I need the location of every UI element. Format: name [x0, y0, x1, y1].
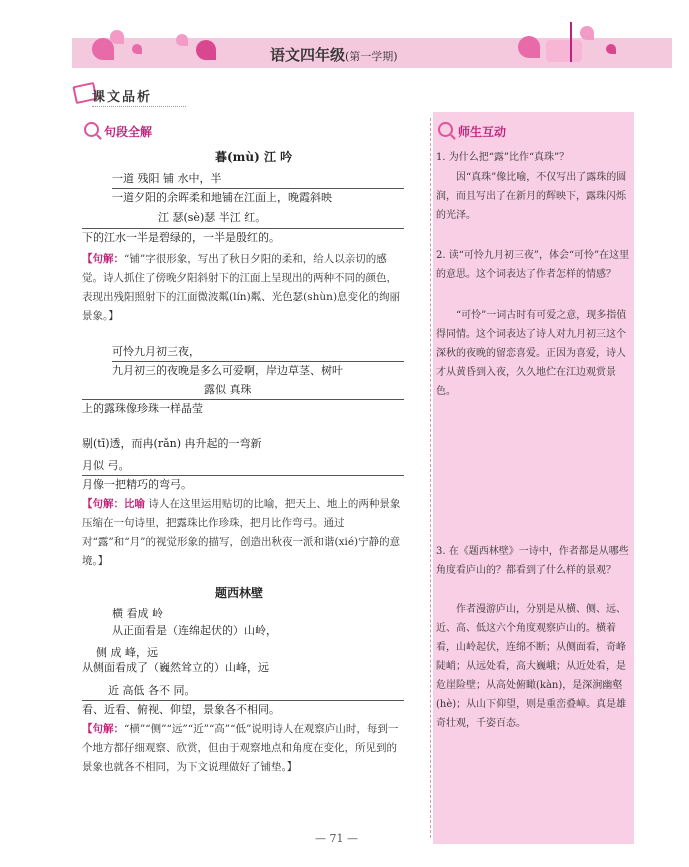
- poem-line-keywords: 可怜九月初三夜，: [112, 345, 200, 358]
- poem-title: 题西林壁: [215, 586, 264, 600]
- poem-line-keywords: 横 看成 岭: [112, 607, 163, 620]
- book-title: 语文四年级(第一学期): [270, 46, 398, 64]
- answer: 因“真珠”像比喻，不仅写出了露珠的圆润，而且写出了在新月的辉映下，露珠闪烁的光泽。: [436, 172, 627, 221]
- question: 1. 为什么把“露”比作“真珠”？: [436, 152, 570, 163]
- magnifier-icon: [84, 122, 99, 137]
- analysis-paragraph: 【句解：比喻 诗人在这里运用贴切的比喻，把天上、地上的两种景象压缩在一句诗里，把露珠比作珍珠，把月比作弯弓。通过对“露”和“月”的视觉形象的描写，创造出秋夜一派和谐(xié)宁静的意境。】: [82, 498, 401, 567]
- section-label-underline: [92, 106, 186, 107]
- question: 3. 在《题西林壁》一诗中，作者都是从哪些角度看庐山的？都看到了什么样的景观？: [436, 546, 629, 576]
- poem-line-keywords: 江 瑟(sè)瑟 半江 红。: [158, 211, 267, 224]
- answer: 作者漫游庐山，分别是从横、侧、远、近、高、低这六个角度观察庐山的。横着看，山岭起伏，连绵不断；从侧面看，奇峰陡峭；从远处看，高大巍峨；从近处看，是危崖险壁；从高处俯瞰(kàn)，是深涧幽壑(hè)；从山下仰望，则是重峦叠嶂。真是雄奇壮观，千姿百态。: [436, 604, 627, 729]
- poem-title: 暮(mù) 江 吟: [215, 150, 293, 164]
- left-heading: 句段全解: [104, 125, 153, 139]
- rule: [82, 228, 404, 229]
- poem-line-gloss: 剔(tī)透，而冉(rǎn) 冉升起的一弯新: [82, 437, 262, 450]
- poem-line-keywords: 露似 真珠: [204, 383, 252, 396]
- question: 2. 读“可怜九月初三夜”，体会“可怜”在这里的意思。这个词表达了作者怎样的情感？: [436, 250, 630, 280]
- poem-line-gloss: 一道夕阳的余晖柔和地铺在江面上，晚霞斜映: [112, 191, 332, 204]
- rule: [112, 361, 404, 362]
- answer: “可怜”一词古时有可爱之意，现多指值得同情。这个词表达了诗人对九月初三这个深秋的夜晚的留恋喜爱。正因为喜爱，诗人才从黄昏到入夜，久久地伫在江边观赏景色。: [436, 310, 627, 397]
- poem-line-gloss: 九月初三的夜晚是多么可爱啊，岸边草茎、树叶: [112, 364, 343, 377]
- poem-line-gloss: 从侧面看成了（巍然耸立的）山峰，远: [82, 661, 269, 674]
- magnifier-icon: [438, 122, 453, 137]
- column-divider: [430, 118, 431, 838]
- analysis-tag: 【句解：比喻: [82, 498, 145, 510]
- flower-decoration-right: [510, 18, 660, 70]
- rule: [112, 188, 404, 189]
- poem-line-keywords: 近 高低 各不 同。: [108, 684, 196, 697]
- poem-line-gloss: 月像一把精巧的弯弓。: [82, 478, 192, 491]
- poem-line-keywords: 月似 弓。: [82, 459, 130, 472]
- section-label: 课文品析: [92, 90, 153, 105]
- poem-line-gloss: 从正面看是（连绵起伏的）山岭，: [112, 624, 277, 637]
- analysis-tag: 【句解：: [82, 723, 124, 735]
- analysis-tag: 【句解：: [82, 253, 124, 265]
- rule: [82, 700, 404, 701]
- right-heading: 师生互动: [458, 125, 507, 139]
- poem-line-gloss: 看、近看、俯视、仰望，景象各不相同。: [82, 703, 280, 716]
- flower-decoration-left: [92, 30, 222, 70]
- rule: [82, 399, 404, 400]
- page-number: — 71 —: [315, 832, 358, 845]
- poem-line-keywords: 侧 成 峰，远: [96, 646, 158, 659]
- rule: [82, 475, 404, 476]
- poem-line-keywords: 一道 残阳 铺 水中，半: [112, 172, 222, 185]
- analysis-paragraph: 【句解：“铺”字很形象，写出了秋日夕阳的柔和，给人以亲切的感觉。诗人抓住了傍晚夕阳斜射下的江面上呈现出的两种不同的颜色，表现出残阳照射下的江面微波粼(lín)粼、光色瑟(shùn)息变化的绚丽景象。】: [82, 253, 401, 322]
- analysis-paragraph: 【句解：“横”“侧”“远”“近”“高”“低”说明诗人在观察庐山时，每到一个地方都仔细观察、欣赏，但由于观察地点和角度在变化，所见到的景象也就各不相同，为下文说理做好了铺垫。】: [82, 723, 399, 773]
- poem-line-gloss: 下的江水一半是碧绿的，一半是殷红的。: [82, 231, 280, 244]
- poem-line-gloss: 上的露珠像珍珠一样晶莹: [82, 402, 203, 415]
